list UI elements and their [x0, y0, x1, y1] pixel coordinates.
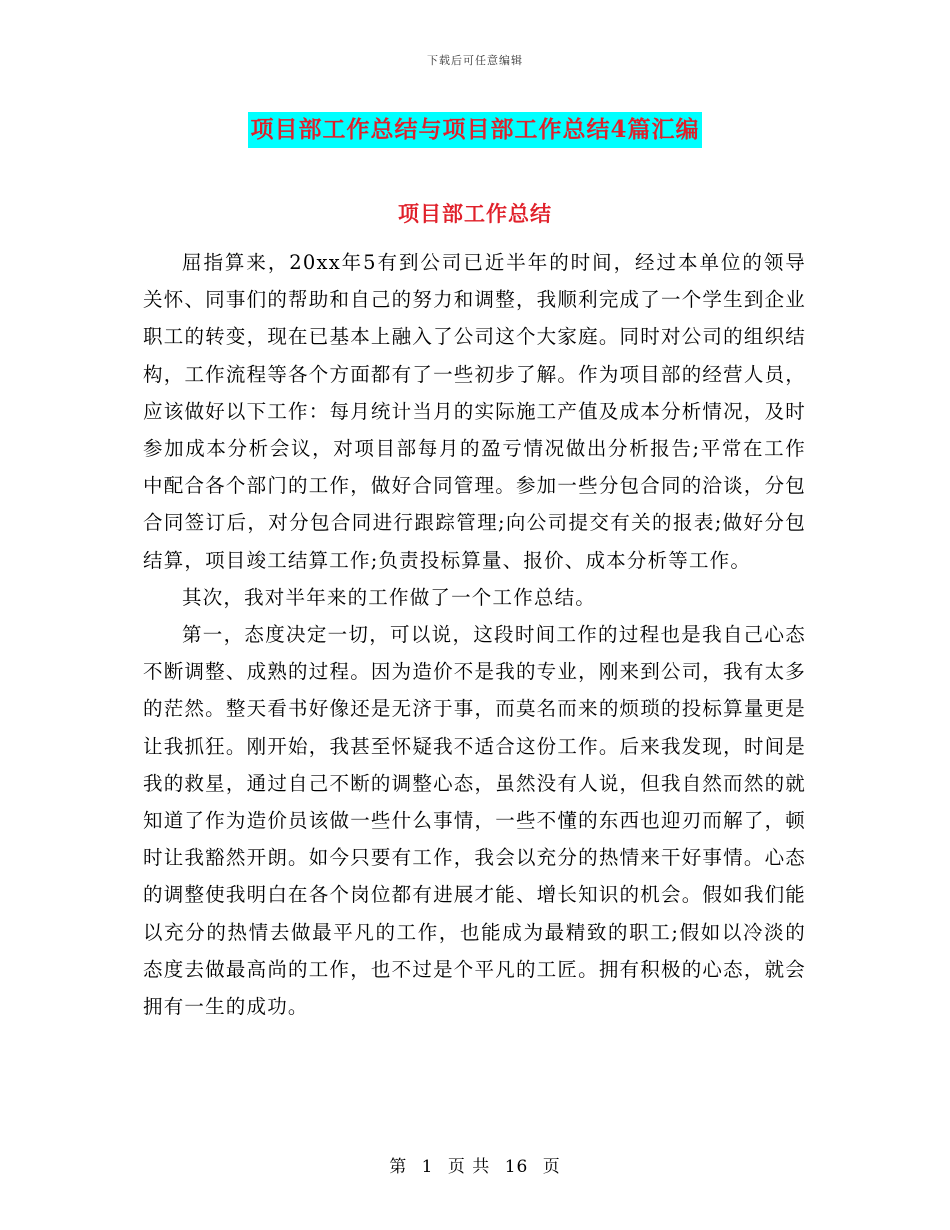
footer-suffix: 页	[542, 1157, 561, 1177]
footer-total-pages: 16	[504, 1157, 529, 1177]
page-footer	[0, 1152, 950, 1177]
document-title-container	[0, 112, 950, 148]
footer-prefix: 第	[389, 1157, 408, 1177]
page-header-note: 下载后可任意编辑	[427, 54, 523, 67]
document-title: 项目部工作总结与项目部工作总结4篇汇编	[248, 112, 701, 148]
paragraph: 其次，我对半年来的工作做了一个工作总结。	[182, 585, 597, 609]
paragraph: 屈指算来，20xx年5有到公司已近半年的时间，经过本单位的领导关怀、同事们的帮助和自己的努力和调整，我顺利完成了一个学生到企业职工的转变，现在已基本上融入了公司这个大家庭。同时对公司的组织结构，工作流程等各个方面都有了一些初步了解。作为项目部的经营人员，应该做好以下工作：每月统计当月的实际施工产值及成本分析情况，及时参加成本分析会议，对项目部每月的盈亏情况做出分析报告;平常在工作中配合各个部门的工作，做好合同管理。参加一些分包合同的洽谈，分包合同签订后，对分包合同进行跟踪管理;向公司提交有关的报表;做好分包结算，项目竣工结算工作;负责投标算量、报价、成本分析等工作。	[143, 251, 806, 572]
footer-current-page: 1	[421, 1157, 434, 1177]
document-body	[143, 244, 806, 1025]
section-heading: 项目部工作总结	[398, 201, 552, 226]
paragraph: 第一，态度决定一切，可以说，这段时间工作的过程也是我自己心态不断调整、成熟的过程。因为造价不是我的专业，刚来到公司，我有太多的茫然。整天看书好像还是无济于事，而莫名而来的烦琐的投标算量更是让我抓狂。刚开始，我甚至怀疑我不适合这份工作。后来我发现，时间是我的救星，通过自己不断的调整心态，虽然没有人说，但我自然而然的就知道了作为造价员该做一些什么事情，一些不懂的东西也迎刃而解了，顿时让我豁然开朗。如今只要有工作，我会以充分的热情来干好事情。心态的调整使我明白在各个岗位都有进展才能、增长知识的机会。假如我们能以充分的热情去做最平凡的工作，也能成为最精致的职工;假如以冷淡的态度去做最高尚的工作，也不过是个平凡的工匠。拥有积极的心态，就会拥有一生的成功。	[143, 623, 806, 1019]
footer-middle: 页 共	[447, 1157, 491, 1177]
